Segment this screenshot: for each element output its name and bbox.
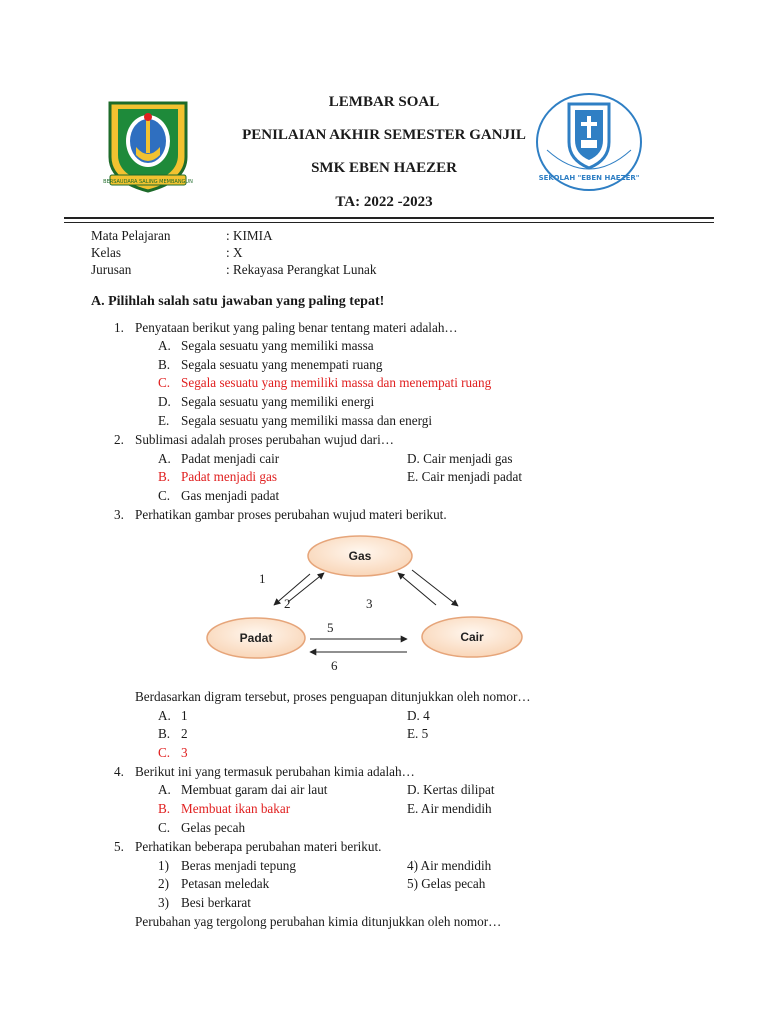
q5-prompt: Perubahan yag tergolong perubahan kimia ditunjukkan oleh nomor… <box>135 914 502 929</box>
arrow-1 <box>274 574 310 605</box>
q2-option-b-letter: B. <box>158 469 171 484</box>
label-1: 1 <box>259 571 266 586</box>
state-change-diagram <box>200 530 530 678</box>
arrow-3 <box>398 573 436 605</box>
q1-option-d-letter: D. <box>158 394 171 409</box>
q3-number: 3. <box>114 507 124 522</box>
q2-option-a: Padat menjadi cair <box>181 451 280 466</box>
q1-option-c-letter: C. <box>158 375 171 390</box>
q1-number: 1. <box>114 320 124 335</box>
q4-option-a: Membuat garam dai air laut <box>181 782 328 797</box>
q1-option-e: Segala sesuatu yang memiliki massa dan energi <box>181 413 432 428</box>
province-crest-logo <box>100 97 196 193</box>
info-label-major: Jurusan <box>91 262 132 277</box>
q5-item-2: Petasan meledak <box>181 876 270 891</box>
q1-option-a: Segala sesuatu yang memiliki massa <box>181 338 374 353</box>
q2-option-e: E. Cair menjadi padat <box>407 469 522 484</box>
q5-item-4: 4) Air mendidih <box>407 858 492 873</box>
q1-text: Penyataan berikut yang paling benar tentang materi adalah… <box>135 320 458 335</box>
q3-option-a: 1 <box>181 708 188 723</box>
info-value-major: : Rekayasa Perangkat Lunak <box>226 262 377 277</box>
q1-option-b: Segala sesuatu yang menempati ruang <box>181 357 383 372</box>
q2-option-d: D. Cair menjadi gas <box>407 451 513 466</box>
q1-option-e-letter: E. <box>158 413 170 428</box>
header-divider-top <box>64 217 714 219</box>
header-exam: PENILAIAN AKHIR SEMESTER GANJIL <box>242 127 526 143</box>
q5-text: Perhatikan beberapa perubahan materi berikut. <box>135 839 382 854</box>
q3-prompt: Berdasarkan digram tersebut, proses penguapan ditunjukkan oleh nomor… <box>135 689 531 704</box>
label-6: 6 <box>331 658 338 673</box>
q3-option-c-answer: 3 <box>181 745 188 760</box>
padat-label: Padat <box>239 631 273 645</box>
q4-number: 4. <box>114 764 124 779</box>
header-divider-bottom <box>64 222 714 223</box>
info-value-class: : X <box>226 245 243 260</box>
q5-item-2-letter: 2) <box>158 876 169 891</box>
label-3: 3 <box>366 596 373 611</box>
header-title: LEMBAR SOAL <box>328 94 440 110</box>
info-value-subject: : KIMIA <box>226 228 273 243</box>
q5-item-3-letter: 3) <box>158 895 169 910</box>
q5-item-1-letter: 1) <box>158 858 169 873</box>
q3-option-b: 2 <box>181 726 188 741</box>
q2-option-c-letter: C. <box>158 488 171 503</box>
info-label-subject: Mata Pelajaran <box>91 228 171 243</box>
q3-option-d: D. 4 <box>407 708 430 723</box>
q2-option-b-answer: Padat menjadi gas <box>181 469 277 484</box>
q2-number: 2. <box>114 432 124 447</box>
q4-option-c-letter: C. <box>158 820 171 835</box>
crest-motto: BERSAUDARA SALING MEMBANGUN <box>103 179 193 185</box>
q3-option-c-letter: C. <box>158 745 171 760</box>
q2-option-a-letter: A. <box>158 451 171 466</box>
header-year: TA: 2022 -2023 <box>335 194 433 210</box>
q1-option-d: Segala sesuatu yang memiliki energi <box>181 394 375 409</box>
q4-option-b-letter: B. <box>158 801 171 816</box>
q5-item-3: Besi berkarat <box>181 895 251 910</box>
q2-option-c: Gas menjadi padat <box>181 488 280 503</box>
q5-number: 5. <box>114 839 124 854</box>
q3-option-b-letter: B. <box>158 726 171 741</box>
cair-label: Cair <box>460 630 484 644</box>
q1-option-b-letter: B. <box>158 357 171 372</box>
info-label-class: Kelas <box>91 245 122 260</box>
label-2: 2 <box>284 596 291 611</box>
q5-item-5: 5) Gelas pecah <box>407 876 486 891</box>
q2-text: Sublimasi adalah proses perubahan wujud dari… <box>135 432 394 447</box>
q4-option-b-answer: Membuat ikan bakar <box>181 801 291 816</box>
header-school: SMK EBEN HAEZER <box>311 160 457 176</box>
q4-option-a-letter: A. <box>158 782 171 797</box>
q4-option-c: Gelas pecah <box>181 820 246 835</box>
q1-option-c-answer: Segala sesuatu yang memiliki massa dan menempati ruang <box>181 375 492 390</box>
q5-item-1: Beras menjadi tepung <box>181 858 296 873</box>
arrow-4 <box>412 570 458 606</box>
q1-option-a-letter: A. <box>158 338 171 353</box>
school-logo-text: SEKOLAH "EBEN HAEZER" <box>538 174 640 182</box>
q3-text: Perhatikan gambar proses perubahan wujud materi berikut. <box>135 507 447 522</box>
section-title: A. Pilihlah salah satu jawaban yang paling tepat! <box>91 294 385 309</box>
gas-label: Gas <box>348 549 372 563</box>
q3-option-e: E. 5 <box>407 726 429 741</box>
q3-option-a-letter: A. <box>158 708 171 723</box>
q4-option-e: E. Air mendidih <box>407 801 492 816</box>
q4-option-d: D. Kertas dilipat <box>407 782 495 797</box>
q4-text: Berikut ini yang termasuk perubahan kimia adalah… <box>135 764 415 779</box>
label-5: 5 <box>327 620 334 635</box>
